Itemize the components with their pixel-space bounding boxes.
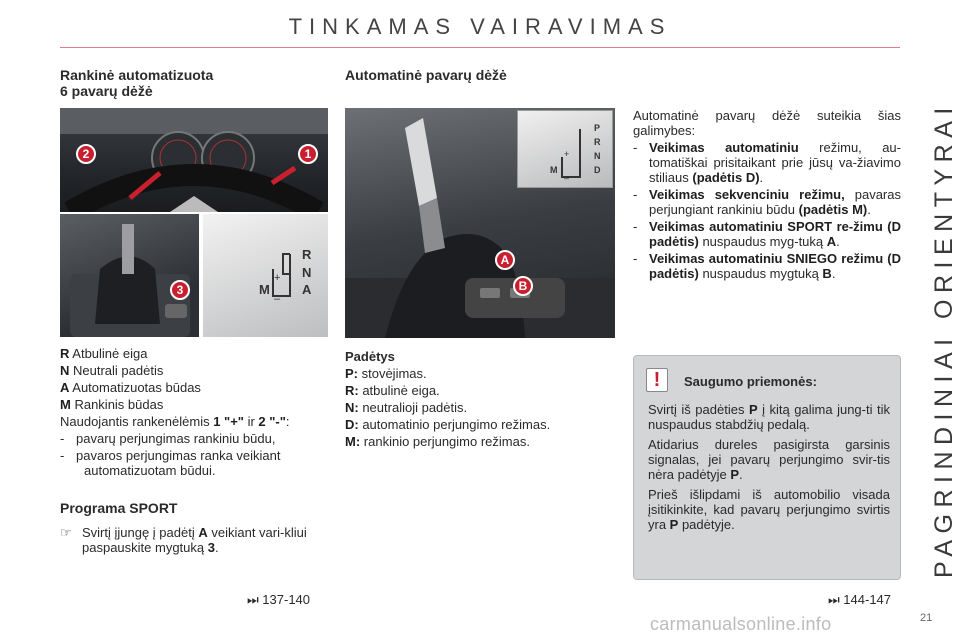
modes-intro: Automatinė pavarų dėžė suteikia šias galimybes: — [633, 108, 901, 138]
middle-heading: Automatinė pavarų dėžė — [345, 67, 507, 83]
page-number: 21 — [920, 612, 933, 624]
position-row: P: stovėjimas. — [345, 366, 427, 381]
legend-row: A Automatizuotas būdas — [60, 380, 201, 395]
position-row: N: neutralioji padėtis. — [345, 400, 468, 415]
automatic-lever-photo — [345, 108, 615, 338]
header-divider — [60, 47, 900, 48]
section-side-title: PAGRINDINIAI ORIENTYRAI — [930, 101, 958, 578]
safety-paragraph: Svirtį iš padėties P į kitą galima jung-ti tik nuspaudus stabdžių pedalą. — [648, 402, 890, 432]
position-row: M: rankinio perjungimo režimas. — [345, 434, 530, 449]
position-row: D: automatinio perjungimo režimas. — [345, 417, 551, 432]
automatic-gate-inset — [517, 110, 613, 188]
left-heading-line1: Rankinė automatizuota — [60, 67, 214, 83]
gate-label-plus: + — [274, 272, 281, 284]
pointing-hand-icon: ☞ — [60, 525, 72, 540]
sport-heading: Programa SPORT — [60, 500, 178, 516]
gear-legend — [60, 346, 330, 478]
auto-gate-label-p: P — [594, 123, 601, 133]
callout-1: 1 — [298, 144, 318, 164]
positions-title: Padėtys — [345, 349, 395, 364]
auto-gate-label-n: N — [594, 151, 601, 161]
gate-label-r: R — [302, 247, 312, 262]
positions-list — [345, 349, 615, 449]
callout-2: 2 — [76, 144, 96, 164]
page-title: TINKAMAS VAIRAVIMAS — [288, 14, 672, 39]
sport-instruction: ☞ Svirtį įjungę į padėtį A veikiant vari-kliui paspauskite mygtuką 3. — [60, 525, 307, 555]
safety-text — [648, 402, 890, 532]
callout-a: A — [495, 250, 515, 270]
legend-row: M Rankinis būdas — [60, 397, 164, 412]
safety-paragraph: Prieš išlipdami iš automobilio visada įsitikinkite, kad pavarų perjungimo svirtis yra P padėtyje. — [648, 487, 890, 532]
page-reference-link[interactable]: ⏭ 144-147 — [828, 592, 892, 607]
gear-lever-photo — [60, 214, 199, 337]
list-item: - Veikimas automatiniu SNIEGO režimu (D padėtis) nuspaudus mygtuką B. — [633, 251, 901, 281]
page-reference-link[interactable]: ⏭ 137-140 — [247, 592, 311, 607]
list-item: - pavaros perjungimas ranka veikiant automatizuotam būdui. — [60, 448, 281, 478]
list-item: - pavarų perjungimas rankiniu būdu, — [60, 431, 276, 446]
warning-icon: ! — [646, 368, 668, 392]
legend-row: R Atbulinė eiga — [60, 346, 148, 361]
legend-row: N Neutrali padėtis — [60, 363, 164, 378]
gate-label-minus: – — [274, 293, 281, 305]
gate-label-a: A — [302, 282, 312, 297]
callout-b: B — [513, 276, 533, 296]
manual-gate-diagram — [203, 214, 328, 337]
safety-notice-box — [633, 355, 901, 580]
paddles-intro: Naudojantis rankenėlėmis 1 "+" ir 2 "-": — [60, 414, 290, 429]
auto-gate-label-d: D — [594, 165, 601, 175]
auto-gate-label-plus: + — [564, 149, 570, 159]
position-row: R: atbulinė eiga. — [345, 383, 440, 398]
automatic-modes — [633, 108, 901, 281]
safety-paragraph: Atidarius dureles pasigirsta garsinis signalas, jei pavarų perjungimo svir-tis nėra padėtyje P. — [648, 437, 890, 482]
gate-label-m: M — [259, 282, 270, 297]
watermark: carmanualsonline.info — [650, 614, 832, 634]
auto-gate-label-r: R — [594, 137, 601, 147]
gate-label-n: N — [302, 265, 312, 280]
left-heading — [60, 67, 213, 99]
auto-gate-label-minus: – — [564, 173, 570, 183]
callout-3: 3 — [170, 280, 190, 300]
left-heading-line2: 6 pavarų dėžė — [60, 83, 153, 99]
list-item: - Veikimas automatiniu režimu, au-tomatiškai prisitaikant prie jūsų va-žiavimo stiliaus (padėtis D). — [633, 140, 901, 185]
list-item: - Veikimas sekvenciniu režimu, pavaras perjungiant rankiniu būdu (padėtis M). — [633, 187, 901, 217]
list-item: - Veikimas automatiniu SPORT re-žimu (D padėtis) nuspaudus myg-tuką A. — [633, 219, 901, 249]
auto-gate-label-m: M — [550, 165, 558, 175]
safety-title: Saugumo priemonės: — [684, 374, 817, 389]
steering-wheel-photo — [60, 108, 328, 212]
